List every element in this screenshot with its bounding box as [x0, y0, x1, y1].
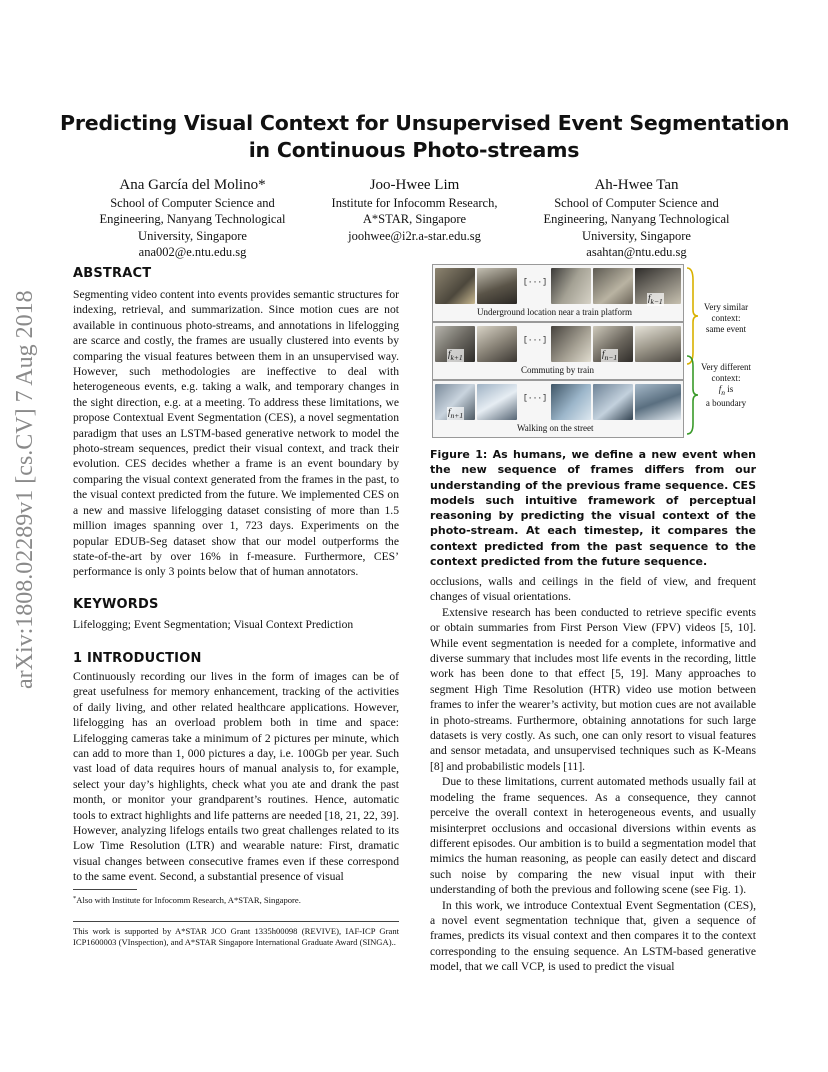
author-affiliation-line: Institute for Infocomm Research,	[331, 196, 498, 210]
author-email: ana002@e.ntu.edu.sg	[138, 245, 247, 260]
photo-frame	[477, 326, 517, 362]
author-2	[302, 175, 527, 244]
introduction-paragraph-3: Due to these limitations, current automated methods usually fail at modeling the frame sequences. As a consequence, they cannot perceive the overall context in heterogeneous events, and usually misinterpret occlusions and occasional diversions within events as different episodes. Our ambition is to build a segmentation model that mimics the human reasoning, as people can easily detect and discard such noise by comparing the new visual input with their understanding of both the previous and following scene (see Fig. 1).	[430, 775, 756, 897]
photo-frame	[477, 268, 517, 304]
author-affiliation-line: School of Computer Science and	[554, 196, 719, 210]
figure-1-caption: Figure 1: As humans, we define a new event when the new sequence of frames differs from our understanding of the previous frame sequence. CES models such intuitive framework of perceptual reasoning by predicting the visual context of the photo-stream. At each timestep, it compares the context predicted from the past sequence to the context predicted from the future sequence.	[430, 448, 756, 569]
photo-frame	[635, 326, 681, 362]
author-affiliation-line: Engineering, Nanyang Technological	[99, 212, 286, 227]
abstract-heading: ABSTRACT	[73, 266, 152, 281]
band-label: Walking on the street	[517, 423, 594, 433]
right-column	[430, 574, 756, 975]
frame-tag-k-plus-1: $f_{k+1}$	[448, 349, 463, 362]
author-affiliation-line: University, Singapore	[582, 228, 691, 243]
author-footnote	[73, 895, 399, 907]
footnote-divider	[73, 889, 137, 890]
author-affiliation-line: University, Singapore	[138, 228, 247, 243]
band-label: Commuting by train	[521, 365, 594, 375]
introduction-paragraph-2: Extensive research has been conducted to retrieve specific events or obtain summaries from First Person View (FPV) videos [5, 10]. While event segmentation is needed for a complete, informative and diverse summary that includes most life events in the recording, little work has been done to that effect [5, 19]. Many approaches to segment High Time Resolution (HTR) video use motion between frames to infer the wearer’s activity, but motion cues are not available in photo-streams. Furthermore, obtaining annotations for such large datasets is very costly. As such, one can only resort to visual features and sensor metadata, and unsupervised techniques such as K-Means [8] and probabilistic models [11].	[430, 605, 756, 773]
funding-note: This work is supported by A*STAR JCO Grant 1335h00098 (REVIVE), IAF-ICP Grant ICP1600003 (VInspection), and A*STAR Singapore International Graduate Award (SINGA)..	[73, 926, 399, 948]
note-line: Very similar	[703, 302, 749, 312]
author-name: Joo-Hwee Lim	[369, 177, 460, 193]
note-line: Very different	[700, 362, 752, 372]
author-affiliation-line: School of Computer Science and	[110, 196, 275, 210]
title-line-2: in Continuous Photo-streams	[248, 138, 580, 162]
author-1	[80, 175, 305, 261]
introduction-paragraph-4: In this work, we introduce Contextual Event Segmentation (CES), a novel event segmentation technique that, given a sequence of frames, predicts its visual context and then compares it to the context corresponding to the ensuing sequence. An LSTM-based generative model, that we call VCP, is used to predict the visual	[430, 898, 756, 974]
photo-frame	[593, 268, 633, 304]
photo-frame	[435, 268, 475, 304]
introduction-paragraph-1: Continuously recording our lives in the form of images can be of great usefulness for memory enhancement, tracking of the activities of daily living, and other related healthcare applications. However, lifelogging has an overload problem both in time and space: Lifelogging cameras take a minimum of 2 pictures per minute, which can add to more than 1, 000 pictures a day, i.e. 100Gb per year. Such vast load of data requires hours of manual analysis to, for example, select your day’s highlights, check what you ate and drank the past month, or monitor your grandparent’s routines. Hence, automatic tools to extract highlights and life patterns are needed [18, 21, 22, 39]. However, analyzing lifelogs entails two great challenges related to its Low Time Resolution (LTR) and wearable nature: First, dramatic visual changes between consecutive frames even if these correspond to the same event. Second, a substantial presence of visual	[73, 670, 399, 884]
arxiv-identifier: arXiv:1808.02289v1 [cs.CV] 7 Aug 2018	[12, 290, 38, 690]
sequence-ellipsis: [···]	[523, 278, 548, 287]
author-email: asahtan@ntu.edu.sg	[586, 245, 687, 260]
funding-divider	[73, 921, 399, 922]
photo-frame	[477, 384, 517, 420]
band-underground	[432, 264, 684, 322]
introduction-paragraph-1-continued: occlusions, walls and ceilings in the field of view, and frequent changes of visual orientations.	[430, 575, 756, 604]
photo-frame	[593, 384, 633, 420]
author-name: Ana García del Molino*	[119, 177, 266, 193]
band-train	[432, 322, 684, 380]
keywords-heading: KEYWORDS	[73, 597, 159, 612]
keywords-text: Lifelogging; Event Segmentation; Visual Context Prediction	[73, 618, 354, 631]
band-label: Underground location near a train platform	[477, 307, 633, 317]
note-line: a boundary	[705, 397, 747, 408]
photo-frame	[635, 384, 681, 420]
sequence-ellipsis: [···]	[523, 336, 548, 345]
sequence-ellipsis: [···]	[523, 394, 548, 403]
photo-frame	[551, 326, 591, 362]
photo-frame	[551, 268, 591, 304]
paper-title	[60, 110, 790, 164]
footnote-symbol: *	[73, 895, 77, 902]
band-street	[432, 380, 684, 438]
note-line: same event	[705, 324, 747, 334]
introduction-heading: 1 INTRODUCTION	[73, 651, 202, 666]
author-email: joohwee@i2r.a-star.edu.sg	[348, 228, 481, 243]
figure-1	[430, 262, 756, 436]
title-line-1: Predicting Visual Context for Unsupervised Event Segmentation	[60, 111, 790, 135]
frame-tag-k-minus-1: $f_{k-1}$	[648, 293, 663, 306]
similar-context-note	[696, 302, 756, 335]
abstract-text: Segmenting video content into events provides semantic structures for indexing, retrieval, and summarization. Since motion cues are not available in continuous photo-streams, and annotations in lifelogging are scarce and costly, the frames are usually clustered into events by comparing the visual features between them in an unsupervised way. However, such methodologies are ineffective to deal with heterogeneous events, e.g. taking a walk, and temporary changes in the sight direction, e.g. at a meeting. To address these limitations, we propose Contextual Event Segmentation (CES), a novel segmentation paradigm that uses an LSTM-based generative network to model the photo-stream sequences, predict their visual context, and track their evolution. CES decides whether a frame is an event boundary by comparing the visual context generated from the frames in the past, to the visual context predicted from the future. We implemented CES on a new and massive lifelogging dataset consisting of more than 1.5 million images spanning over 1, 723 days. Experiments on the popular EDUB-Seg dataset show that our model outperforms the state-of-the-art by over 16% in f-measure. Furthermore, CES’ performance is only 3 points below that of human annotators.	[73, 288, 399, 579]
different-context-note	[696, 362, 756, 409]
frame-tag-n-plus-1: $f_{n+1}$	[448, 407, 464, 420]
frame-tag-n-minus-1: $f_{n-1}$	[602, 349, 618, 362]
footnote-text: Also with Institute for Infocomm Research, A*STAR, Singapore.	[76, 895, 301, 905]
photo-frame	[551, 384, 591, 420]
note-line: context:	[711, 373, 741, 383]
note-line: context:	[711, 313, 741, 323]
note-line: $f_n$ is	[718, 384, 734, 397]
author-3	[524, 175, 749, 261]
figure-photo-grid	[430, 262, 683, 436]
author-name: Ah-Hwee Tan	[594, 177, 679, 193]
author-affiliation-line: Engineering, Nanyang Technological	[543, 212, 730, 227]
author-affiliation-line: A*STAR, Singapore	[362, 212, 467, 227]
